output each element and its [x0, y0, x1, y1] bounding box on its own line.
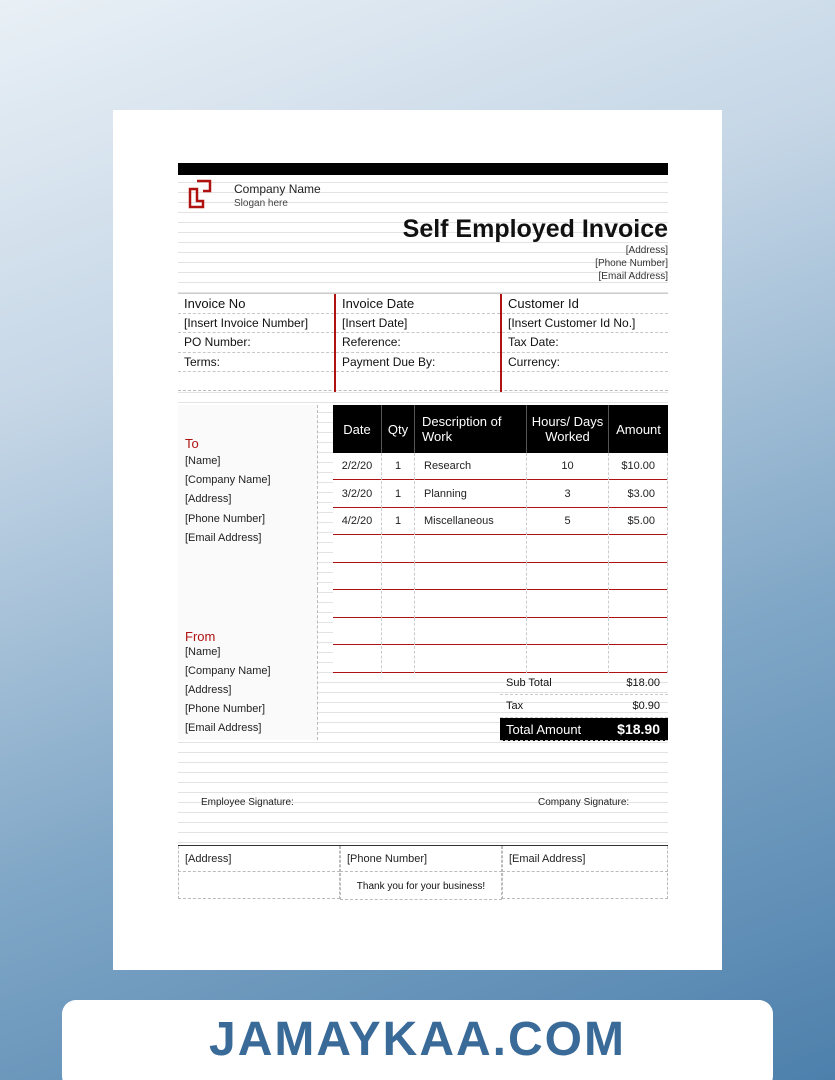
from-address: [Address] — [185, 684, 232, 696]
cell-hours[interactable] — [527, 646, 609, 673]
cell-qty[interactable]: 1 — [382, 508, 415, 535]
to-label: To — [185, 436, 199, 451]
cell-desc[interactable] — [415, 536, 527, 563]
payment-due-label: Payment Due By: — [336, 353, 500, 373]
company-signature-label: Company Signature: — [538, 797, 630, 808]
total-value: $18.90 — [617, 721, 660, 737]
to-name: [Name] — [185, 455, 221, 467]
footer-email: [Email Address] — [502, 846, 668, 872]
cell-qty[interactable] — [382, 618, 415, 645]
header-hours: Hours/ Days Worked — [527, 405, 609, 453]
tax-row — [500, 695, 668, 718]
header-date: Date — [333, 405, 382, 453]
customer-id-value[interactable]: [Insert Customer Id No.] — [502, 314, 668, 334]
cell-qty[interactable] — [382, 536, 415, 563]
employee-signature-label: Employee Signature: — [201, 797, 294, 808]
invoice-date-label: Invoice Date — [336, 294, 500, 314]
cell-hours[interactable]: 10 — [527, 453, 609, 480]
table-row — [333, 646, 668, 673]
header-amount: Amount — [609, 405, 668, 453]
table-row — [333, 563, 668, 590]
cell-desc[interactable]: Miscellaneous — [415, 508, 527, 535]
footer-blank-left — [178, 873, 340, 899]
cell-hours[interactable] — [527, 536, 609, 563]
from-name: [Name] — [185, 646, 221, 658]
cell-amount[interactable] — [609, 618, 668, 645]
info-column-invoice — [178, 294, 334, 392]
subtotal-value: $18.00 — [626, 677, 660, 689]
document-title: Self Employed Invoice — [402, 215, 668, 243]
terms-label: Terms: — [178, 353, 334, 373]
cell-desc[interactable] — [415, 591, 527, 618]
from-email: [Email Address] — [185, 722, 262, 734]
invoice-date-value[interactable]: [Insert Date] — [336, 314, 500, 334]
from-company: [Company Name] — [185, 665, 271, 677]
cell-date[interactable] — [333, 646, 382, 673]
to-email: [Email Address] — [185, 532, 262, 544]
cell-qty[interactable] — [382, 591, 415, 618]
cell-date[interactable] — [333, 618, 382, 645]
footer — [178, 845, 668, 899]
table-row — [333, 453, 668, 480]
cell-amount[interactable] — [609, 563, 668, 590]
cell-desc[interactable] — [415, 646, 527, 673]
cell-desc[interactable] — [415, 618, 527, 645]
info-column-date — [334, 294, 500, 392]
cell-date[interactable]: 3/2/20 — [333, 481, 382, 508]
invoice-info-block — [178, 293, 668, 391]
table-row — [333, 536, 668, 563]
cell-qty[interactable] — [382, 563, 415, 590]
tax-value: $0.90 — [632, 700, 660, 712]
brand-banner — [62, 1000, 773, 1080]
company-logo-icon — [188, 179, 212, 209]
subtotal-label: Sub Total — [506, 677, 552, 689]
cell-date[interactable]: 4/2/20 — [333, 508, 382, 535]
subtotal-row — [500, 672, 668, 695]
info-column-customer — [500, 294, 668, 392]
po-number-label: PO Number: — [178, 333, 334, 353]
cell-hours[interactable] — [527, 591, 609, 618]
line-items-table — [333, 405, 668, 673]
header-qty: Qty — [382, 405, 415, 453]
cell-date[interactable] — [333, 536, 382, 563]
cell-amount[interactable]: $3.00 — [609, 481, 668, 508]
invoice-sheet — [178, 163, 668, 899]
header-email: [Email Address] — [598, 271, 668, 282]
from-block — [178, 590, 318, 740]
footer-address: [Address] — [178, 846, 340, 872]
from-label: From — [185, 629, 216, 644]
cell-qty[interactable]: 1 — [382, 453, 415, 480]
top-bar — [178, 163, 668, 175]
header-phone: [Phone Number] — [595, 258, 668, 269]
company-name: Company Name — [234, 182, 321, 196]
company-slogan: Slogan here — [234, 198, 288, 209]
table-row — [333, 508, 668, 535]
table-row — [333, 618, 668, 645]
cell-amount[interactable] — [609, 536, 668, 563]
cell-date[interactable] — [333, 563, 382, 590]
cell-hours[interactable] — [527, 563, 609, 590]
from-phone: [Phone Number] — [185, 703, 266, 715]
customer-id-label: Customer Id — [502, 294, 668, 314]
reference-label: Reference: — [336, 333, 500, 353]
cell-hours[interactable]: 5 — [527, 508, 609, 535]
invoice-no-label: Invoice No — [178, 294, 334, 314]
cell-amount[interactable] — [609, 591, 668, 618]
currency-label: Currency: — [502, 353, 668, 373]
table-row — [333, 591, 668, 618]
thank-you-message: Thank you for your business! — [340, 873, 502, 900]
cell-date[interactable]: 2/2/20 — [333, 453, 382, 480]
cell-desc[interactable] — [415, 563, 527, 590]
cell-hours[interactable]: 3 — [527, 481, 609, 508]
footer-phone: [Phone Number] — [340, 846, 502, 872]
to-address: [Address] — [185, 493, 232, 505]
cell-amount[interactable] — [609, 646, 668, 673]
cell-date[interactable] — [333, 591, 382, 618]
tax-label: Tax — [506, 700, 524, 712]
cell-amount[interactable]: $10.00 — [609, 453, 668, 480]
footer-blank-right — [502, 873, 668, 899]
cell-hours[interactable] — [527, 618, 609, 645]
tax-date-label: Tax Date: — [502, 333, 668, 353]
cell-qty[interactable] — [382, 646, 415, 673]
header-description: Description of Work — [415, 405, 527, 453]
invoice-no-value[interactable]: [Insert Invoice Number] — [178, 314, 334, 334]
total-row — [500, 718, 668, 741]
table-row — [333, 481, 668, 508]
bill-to-block — [178, 405, 318, 590]
total-label: Total Amount — [506, 722, 582, 737]
cell-desc[interactable]: Research — [415, 453, 527, 480]
cell-amount[interactable]: $5.00 — [609, 508, 668, 535]
cell-qty[interactable]: 1 — [382, 481, 415, 508]
brand-watermark: JAMAYKAA.COM — [209, 1013, 626, 1066]
to-phone: [Phone Number] — [185, 513, 266, 525]
header-address: [Address] — [625, 245, 668, 256]
to-company: [Company Name] — [185, 474, 271, 486]
cell-desc[interactable]: Planning — [415, 481, 527, 508]
